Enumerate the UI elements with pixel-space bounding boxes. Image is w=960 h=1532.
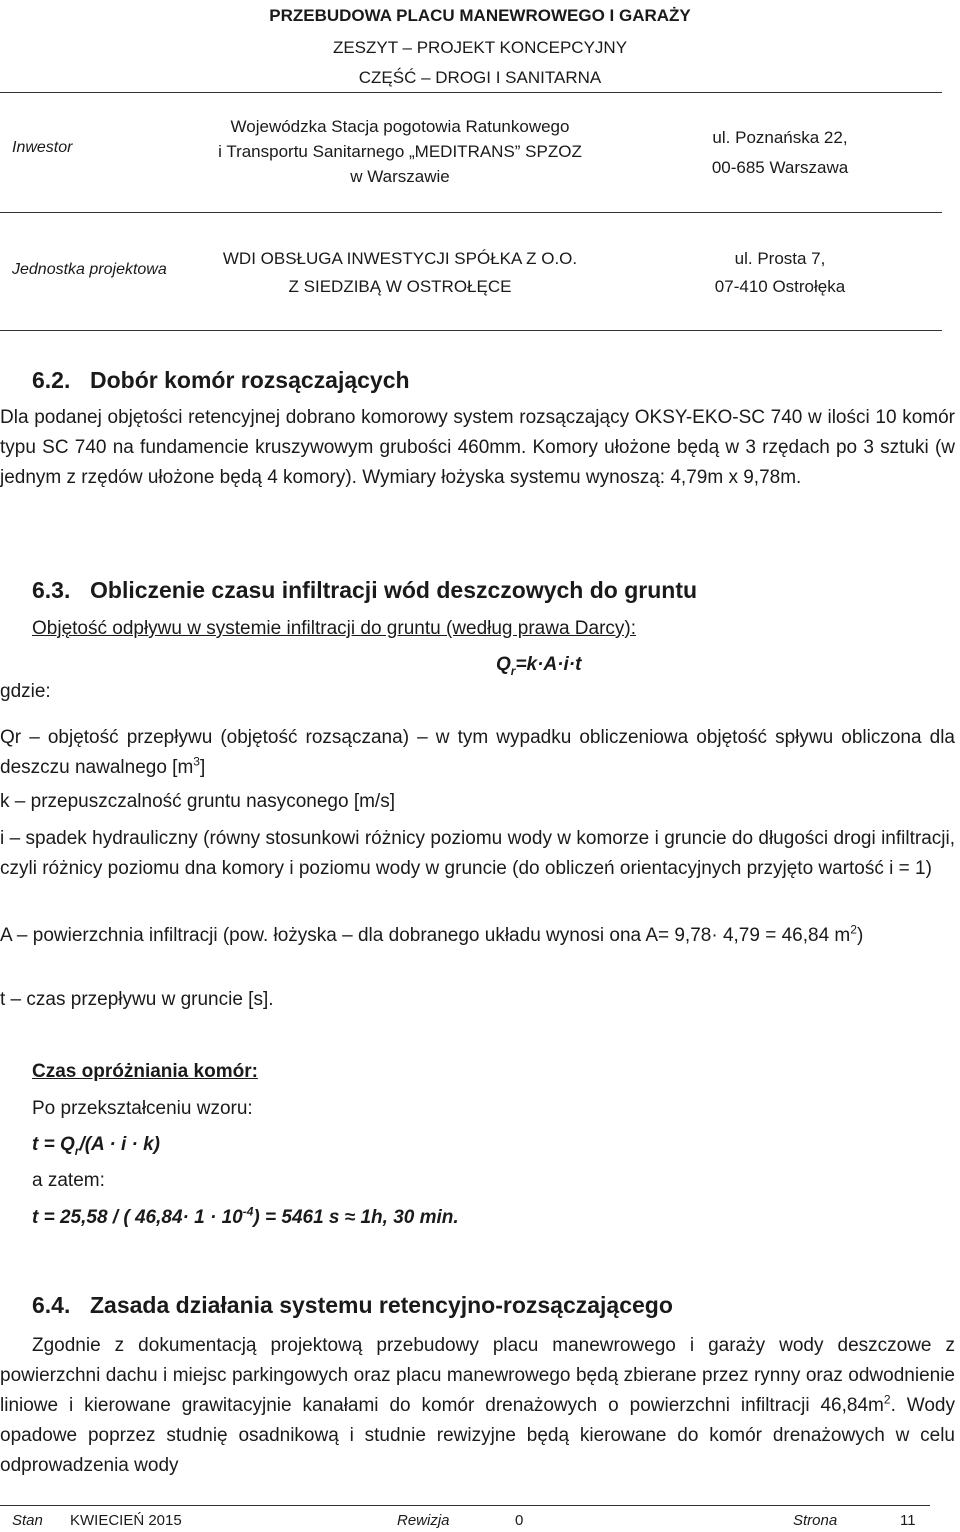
therefore-label: a zatem: bbox=[32, 1170, 105, 1191]
section-title: Zasada działania systemu retencyjno-rozsączającego bbox=[90, 1292, 673, 1318]
transform-label: Po przekształceniu wzoru: bbox=[32, 1098, 253, 1119]
investor-name-line: w Warszawie bbox=[350, 167, 450, 186]
darcy-subtitle: Objętość odpływu w systemie infiltracji do gruntu (według prawa Darcy): bbox=[32, 618, 637, 639]
definition-text: ] bbox=[199, 757, 206, 778]
investor-name-line: Wojewódzka Stacja pogotowia Ratunkowego bbox=[230, 117, 570, 136]
designer-address-line: ul. Prosta 7, bbox=[734, 249, 826, 268]
investor-name-line: i Transportu Sanitarnego „MEDITRANS” SPZOZ bbox=[218, 142, 582, 161]
footer-revision-label: Rewizja bbox=[397, 1512, 450, 1529]
formula-subscript: r bbox=[510, 663, 516, 678]
project-title: PRZEBUDOWA PLACU MANEWROWEGO I GARAŻY bbox=[269, 6, 691, 25]
formula-text: t = Q bbox=[32, 1134, 75, 1155]
where-label: gdzie: bbox=[0, 681, 51, 702]
designer-address-line: 07-410 Ostrołęka bbox=[714, 277, 846, 296]
volume-title: ZESZYT – PROJEKT KONCEPCYJNY bbox=[332, 38, 628, 57]
t-definition: t – czas przepływu w gruncie [s]. bbox=[0, 989, 274, 1010]
i-definition: i – spadek hydrauliczny (równy stosunkowi różnicy poziomu wody w komorze i gruncie do długości drogi infiltracji, czyli różnicy poziomu dna komory i poziomu wody w gruncie (do obliczeń orientacyjnych przyjęto wartość i = 1) bbox=[0, 828, 955, 879]
section-title: Obliczenie czasu infiltracji wód deszczowych do gruntu bbox=[90, 577, 698, 603]
designer-name-line: WDI OBSŁUGA INWESTYCJI SPÓŁKA Z O.O. bbox=[222, 249, 578, 268]
section-heading-6-4 bbox=[32, 1292, 673, 1319]
investor-label: Inwestor bbox=[12, 139, 73, 156]
empty-time-title: Czas opróżniania komór: bbox=[32, 1061, 258, 1082]
formula-text: ) = 5461 s ≈ 1h, 30 min. bbox=[253, 1207, 459, 1228]
section-title: Dobór komór rozsączających bbox=[90, 367, 410, 393]
investor-address-line: ul. Poznańska 22, bbox=[712, 128, 848, 147]
designer-address bbox=[680, 245, 880, 301]
definition-text: A – powierzchnia infiltracji (pow. łożyska – dla dobranego układu wynosi ona A= 9,78· 4,79 = 46,84 m bbox=[0, 925, 851, 946]
definition-text: ) bbox=[856, 925, 864, 946]
footer-page-label: Strona bbox=[793, 1512, 838, 1529]
designer-divider bbox=[0, 330, 942, 331]
section-heading-6-2 bbox=[32, 367, 410, 394]
formula-text: Q bbox=[496, 654, 511, 675]
footer-revision-value: 0 bbox=[515, 1512, 524, 1529]
superscript: 3 bbox=[193, 754, 200, 769]
superscript: 2 bbox=[883, 1392, 891, 1407]
paragraph-text: Zgodnie z dokumentacją projektową przebudowy placu manewrowego i garaży wody deszczowe z powierzchni dachu i miejsc parkingowych oraz placu manewrowego będą zbierane przez rynny oraz odwodnienie liniowe i kierowane grawitacyjnie kanałami do komór drenażowych o powierzchni infiltracji 46,84m bbox=[0, 1335, 955, 1416]
superscript: 2 bbox=[850, 922, 857, 937]
darcy-formula bbox=[496, 650, 581, 680]
superscript: -4 bbox=[242, 1204, 254, 1219]
paragraph-text: . Wody opadowe poprzez studnię osadnikową i studnie rewizyjne będą kierowane do komór drenażowych w celu odprowadzenia wody bbox=[0, 1395, 956, 1476]
formula-text: t = 25,58 / ( 46,84· 1 · 10 bbox=[32, 1207, 243, 1228]
investor-divider bbox=[0, 212, 942, 213]
section-6-2-paragraph: Dla podanej objętości retencyjnej dobrano komorowy system rozsączający OKSY-EKO-SC 740 w ilości 10 komór typu SC 740 na fundamencie kruszywowym grubości 460mm. Komory ułożone będą w 3 rzędach po 3 sztuki (w jednym z rzędów ułożone będą 4 komory). Wymiary łożyska systemu wynoszą: 4,79m x 9,78m. bbox=[0, 407, 955, 488]
footer-page-number: 11 bbox=[900, 1512, 916, 1529]
formula-text: /(A · i · k) bbox=[79, 1134, 161, 1155]
investor-address bbox=[680, 123, 880, 183]
section-number: 6.3. bbox=[32, 577, 71, 603]
designer-name-line: Z SIEDZIBĄ W OSTROŁĘCE bbox=[288, 277, 512, 296]
designer-name bbox=[180, 245, 620, 301]
a-definition bbox=[0, 921, 955, 951]
footer-divider bbox=[0, 1505, 930, 1506]
designer-label: Jednostka projektowa bbox=[12, 261, 167, 278]
part-title: CZĘŚĆ – DROGI I SANITARNA bbox=[358, 68, 602, 87]
result-formula bbox=[32, 1203, 459, 1233]
section-number: 6.4. bbox=[32, 1292, 71, 1318]
footer-stan-label: Stan bbox=[12, 1512, 43, 1529]
formula-subscript: r bbox=[74, 1143, 80, 1158]
footer-stan-value: KWIECIEŃ 2015 bbox=[70, 1512, 182, 1529]
t-formula bbox=[32, 1130, 160, 1160]
section-heading-6-3 bbox=[32, 577, 697, 604]
qr-definition bbox=[0, 723, 955, 783]
section-6-4-paragraph bbox=[0, 1331, 955, 1481]
investor-name bbox=[140, 114, 660, 189]
formula-text: =k·A·i·t bbox=[515, 654, 582, 675]
k-definition: k – przepuszczalność gruntu nasyconego [m/s] bbox=[0, 791, 395, 812]
definition-text: Qr – objętość przepływu (objętość rozsączana) – w tym wypadku obliczeniowa objętość spływu obliczona dla deszczu nawalnego [m bbox=[0, 727, 955, 778]
investor-address-line: 00-685 Warszawa bbox=[711, 158, 849, 177]
header-divider bbox=[0, 92, 942, 93]
section-number: 6.2. bbox=[32, 367, 71, 393]
